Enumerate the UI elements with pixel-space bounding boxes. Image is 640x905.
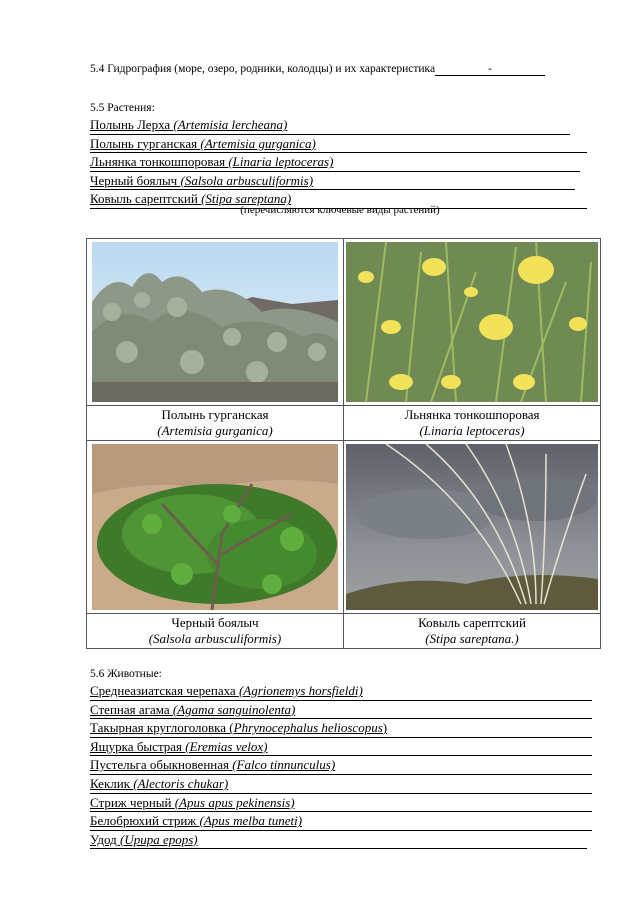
photo-cell bbox=[344, 441, 601, 614]
photo-caption: Полынь гурганская (Artemisia gurganica) bbox=[87, 406, 344, 441]
plants-note: (перечисляются ключевые виды растений) bbox=[240, 204, 440, 216]
plant-item: Полынь Лерха (Artemisia lercheana) bbox=[90, 116, 570, 135]
photo-cell bbox=[87, 239, 344, 406]
saltwort-photo bbox=[92, 444, 338, 610]
photo-caption: Ковыль сарептский (Stipa sareptana.) bbox=[344, 614, 601, 649]
photo-caption: Льнянка тонкошпоровая (Linaria leptoceras) bbox=[344, 406, 601, 441]
hydrography-label: 5.4 Гидрография (море, озеро, родники, колодцы) и их характеристика bbox=[90, 63, 436, 75]
feathergrass-photo bbox=[346, 444, 598, 610]
animal-item: Удод (Upupa epops) bbox=[90, 831, 587, 850]
plant-photo-table bbox=[86, 238, 601, 649]
animal-item: Ящурка быстрая (Eremias velox) bbox=[90, 738, 592, 757]
plant-item: Черный боялыч (Salsola arbusculiformis) bbox=[90, 172, 575, 191]
photo-caption: Черный боялыч (Salsola arbusculiformis) bbox=[87, 614, 344, 649]
animal-item: Такырная круглоголовка (Phrynocephalus helioscopus) bbox=[90, 719, 592, 738]
plant-item: Льнянка тонкошпоровая (Linaria leptoceras) bbox=[90, 153, 580, 172]
plants-list bbox=[90, 116, 590, 209]
animal-item: Белобрюхий стриж (Apus melba tuneti) bbox=[90, 812, 592, 831]
wormwood-photo bbox=[92, 242, 338, 402]
hydrography-line bbox=[90, 62, 590, 76]
animal-item: Стриж черный (Apus apus pekinensis) bbox=[90, 794, 592, 813]
plant-item: Полынь гурганская (Artemisia gurganica) bbox=[90, 135, 587, 154]
animals-title: 5.6 Животные: bbox=[90, 668, 162, 680]
animal-item: Пустельга обыкновенная (Falco tinnunculus) bbox=[90, 756, 592, 775]
plant-item: Ковыль сарептский (Stipa sareptana) bbox=[90, 190, 587, 209]
animals-list bbox=[90, 682, 592, 849]
animal-item: Кеклик (Alectoris chukar) bbox=[90, 775, 592, 794]
animal-item: Среднеазиатская черепаха (Agrionemys horsfieldi) bbox=[90, 682, 592, 701]
plants-title: 5.5 Растения: bbox=[90, 102, 155, 114]
hydrography-value: - bbox=[435, 63, 545, 76]
toadflax-photo bbox=[346, 242, 598, 402]
photo-cell bbox=[344, 239, 601, 406]
animal-item: Степная агама (Agama sanguinolenta) bbox=[90, 701, 592, 720]
photo-cell bbox=[87, 441, 344, 614]
